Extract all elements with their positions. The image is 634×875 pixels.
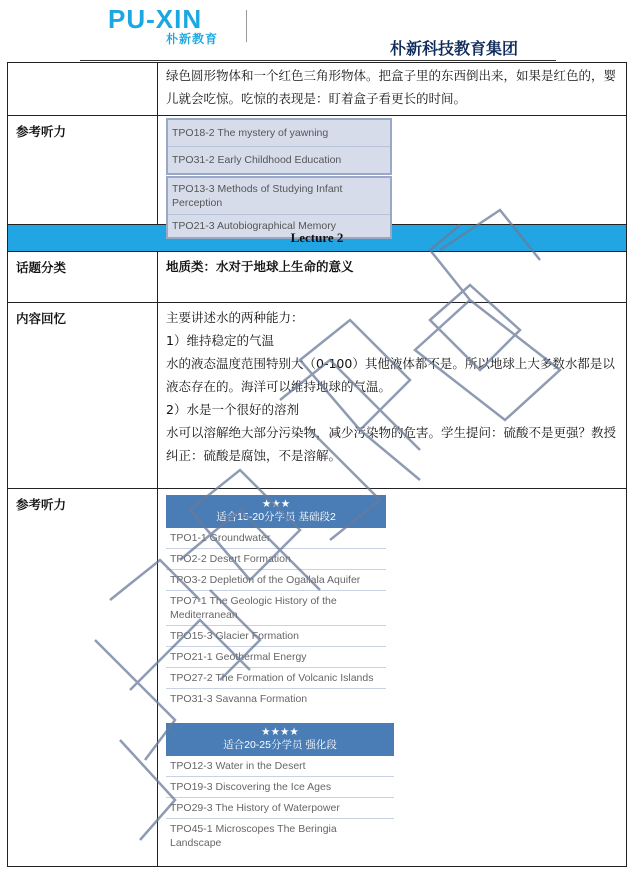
lecture-heading (8, 225, 626, 252)
row-continued-content (8, 63, 626, 116)
list-item: TPO15-3 Glacier Formation (166, 626, 386, 647)
reference-label-2: 参考听力 (8, 489, 158, 866)
row-topic (8, 252, 626, 303)
logo-text: PU-XIN (108, 4, 203, 34)
reference-cell-2 (158, 489, 626, 866)
reference-box-b (166, 176, 392, 239)
reference-list-1 (166, 118, 392, 239)
topic-value: 地质类：水对于地球上生命的意义 (166, 259, 354, 274)
reference-box-a (166, 118, 392, 175)
list-item: TPO18-2 The mystery of yawning (168, 120, 390, 147)
reference-group-basic (166, 495, 386, 709)
row-content (8, 303, 626, 489)
reference-label-1: 参考听力 (8, 116, 158, 224)
content-label: 内容回忆 (8, 303, 158, 488)
content-line: 水的液态温度范围特别大（0-100）其他液体都不是。所以地球上大多数水都是以液态存在的。海洋可以维持地球的气温。 (166, 356, 615, 394)
list-item: TPO19-3 Discovering the Ice Ages (166, 777, 394, 798)
logo-divider (246, 10, 247, 42)
puxin-logo (108, 6, 240, 46)
stars-rating: ★★★★ (261, 726, 299, 738)
stars-rating: ★★★ (261, 498, 291, 510)
reference-cell-1 (158, 116, 626, 232)
empty-label-cell (8, 63, 158, 115)
group-header (166, 723, 394, 756)
group-title: 适合20-25分学员 强化段 (223, 739, 337, 751)
continued-text: 绿色圆形物体和一个红色三角形物体。把盒子里的东西倒出来，如果是红色的，婴儿就会吃惊。吃惊的表现是：盯着盒子看更长的时间。 (166, 68, 617, 106)
list-item: TPO21-3 Autobiographical Memory (172, 220, 336, 232)
list-item: TPO45-1 Microscopes The Beringia Landscape (170, 823, 337, 849)
list-item: TPO31-2 Early Childhood Education (172, 154, 342, 166)
list-item: TPO3-2 Depletion of the Ogallala Aquifer (166, 570, 386, 591)
list-item: TPO21-1 Geothermal Energy (166, 647, 386, 668)
group-header (166, 495, 386, 528)
content-line: 水可以溶解绝大部分污染物，减少污染物的危害。学生提问：硫酸不是更强？教授纠正：硫酸是腐蚀，不是溶解。 (166, 425, 617, 463)
content-body (158, 303, 626, 488)
lecture-table (7, 62, 627, 867)
list-item: TPO29-3 The History of Waterpower (166, 798, 394, 819)
logo-subtext: 朴新教育 (166, 32, 219, 46)
list-item: TPO12-3 Water in the Desert (166, 756, 394, 777)
reference-group-advanced (166, 723, 394, 853)
list-item: TPO7-1 The Geologic History of the Mediterranean (166, 591, 386, 626)
content-line: 主要讲述水的两种能力： (166, 310, 304, 325)
group-title: 适合15-20分学员 基础段2 (216, 511, 336, 523)
content-line: 1）维持稳定的气温 (166, 333, 274, 348)
list-item: TPO13-3 Methods of Studying Infant Perception (168, 178, 390, 215)
list-item: TPO2-2 Desert Formation (166, 549, 386, 570)
list-item: TPO31-3 Savanna Formation (170, 693, 308, 705)
content-line: 2）水是一个很好的溶剂 (166, 402, 299, 417)
list-item: TPO27-2 The Formation of Volcanic Islands (166, 668, 386, 689)
row-reference-1 (8, 116, 626, 232)
company-name: 朴新科技教育集团 (390, 39, 519, 58)
topic-label: 话题分类 (8, 252, 158, 302)
header-rule (80, 60, 556, 61)
row-reference-2 (8, 489, 626, 867)
list-item: TPO1-1 Groundwater (166, 528, 386, 549)
